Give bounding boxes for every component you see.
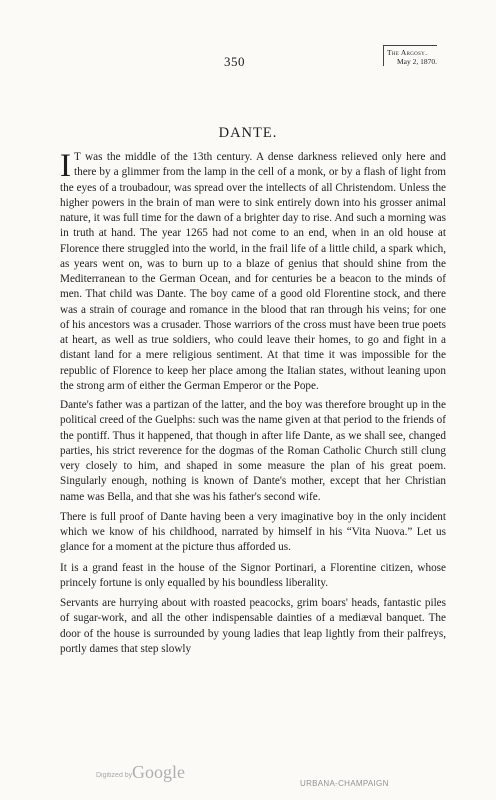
watermark-logo: Google [132, 762, 185, 782]
paragraph-5: Servants are hurrying about with roasted peacocks, grim boars' heads, fantastic piles of sugar-work, and all the other indispensable dainties of a mediæval banquet. The door of the house is surrounded by young ladies that leap lightly from their palfreys, portly dames that step slowly [60, 597, 446, 655]
article-body [60, 150, 446, 662]
paragraph-3: There is full proof of Dante having been a very imaginative boy in the only incident which we know of his childhood, narrated by himself in his “Vita Nuova.” Let us glance for a moment at the picture thus afforded us. [60, 510, 446, 554]
paragraph-2: Dante's father was a partizan of the latter, and the boy was therefore brought up in the political creed of the Guelphs: such was the name given at that period to the friends of the pontiff. Thus it happened, that though in after life Dante, as we shall see, changed parties, his strict reverence for the dogmas of the Roman Catholic Church still clung very closely to him, and shaped in some measure the plan of his great poem. Singularly enough, nothing is known of Dante's mother, except that her Christian name was Bella, and that she was his father's second wife. [60, 399, 446, 503]
paragraph-1 [60, 150, 446, 394]
running-head [383, 45, 437, 66]
article-title: DANTE. [218, 125, 278, 141]
paragraph-4: It is a grand feast in the house of the Signor Portinari, a Florentine citizen, whose princely fortune is only equalled by his boundless liberality. [60, 561, 446, 589]
watermark-library: URBANA-CHAMPAIGN [300, 779, 389, 788]
drop-cap: I [60, 148, 71, 184]
running-head-date: May 2, 1870. [397, 57, 437, 66]
watermark-digitized-by: Digitized by [96, 772, 133, 779]
running-head-title: The Argosy. [387, 48, 428, 57]
page-number: 350 [224, 54, 245, 69]
paragraph-1-text: T was the middle of the 13th century. A dense darkness relieved only here and there by a glimmer from the lamp in the cell of a monk, or by a flash of light from the eyes of a troubadour, was spread over the intellects of all Christendom. Unless the higher powers in the brain of man were to sink entirely down into his grosser animal nature, it was full time for the dawn of a brighter day to rise. And such a morning was in truth at hand. The year 1265 had not come to an end, when in an old house at Florence there struggled into the world, in the frail life of a little child, a spark which, as years went on, was to burn up to a blaze of genius that should shine from the Mediterranean to the German Ocean, and for centuries be a beacon to the minds of men. That child was Dante. The boy came of a good old Florentine stock, and there was a strain of courage and romance in the blood that ran through his veins; for one of his ancestors was a crusader. Those warriors of the cross must have been true poets at heart, as well as true soldiers, who could leave their homes, to go and fight in a distant land for a mere religious sentiment. At that time it was impossible for the republic of Florence to keep her place among the Italian states, without leaning upon the strong arm of either the German Emperor or the Pope. [60, 151, 446, 392]
